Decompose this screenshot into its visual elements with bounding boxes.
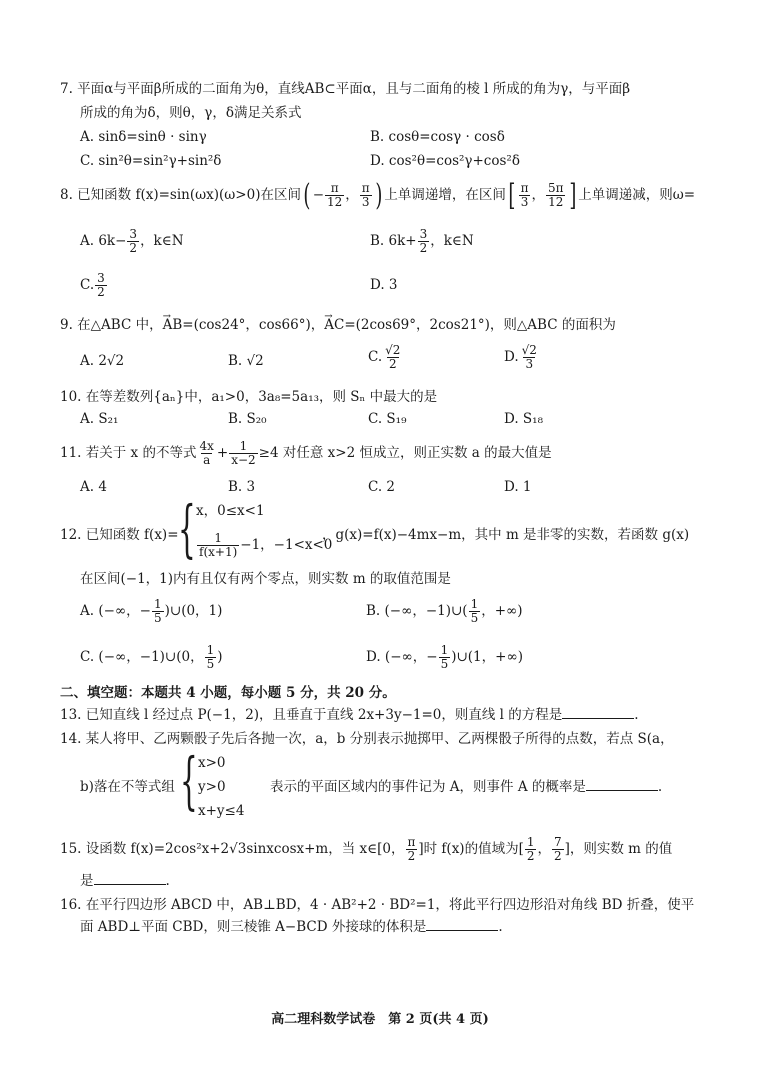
q12-option-b	[366, 596, 523, 626]
q10-stem: 10. 在等差数列{aₙ}中，a₁>0，3a₈=5a₁₃，则 Sₙ 中最大的是	[60, 389, 438, 405]
q8-stem-post: 上单调递减，则ω=	[578, 187, 696, 203]
q12-c-post: )	[217, 649, 223, 665]
q14-line1: 14. 某人将甲、乙两颗骰子先后各抛一次，a，b 分别表示抛掷甲、乙两棵骰子所得的点数，若点 S(a，	[60, 731, 674, 747]
q12-case2-den: f(x+1)	[199, 545, 238, 559]
q12-d-den: 5	[440, 657, 449, 671]
q8-a-frac	[127, 228, 139, 255]
q12-b-num: 1	[470, 597, 479, 611]
q8-option-c	[80, 270, 108, 300]
q9-mid2: =(2cos69°，2cos21°)，则△ABC 的面积为	[344, 317, 616, 333]
q9-stem	[60, 316, 616, 334]
q14-cond3: x+y≤4	[198, 803, 245, 819]
q10-option-c: C. S₁₉	[368, 411, 407, 427]
q15-x-frac	[405, 836, 417, 863]
q16-line2: 面 ABD⊥平面 CBD，则三棱锥 A−BCD 外接球的体积是 .	[80, 919, 503, 935]
q8-i2-a-den: 3	[520, 195, 529, 209]
q7-line2: 所成的角为δ，则θ，γ，δ满足关系式	[80, 105, 302, 121]
q14-answer-blank[interactable]	[586, 778, 658, 791]
q8-b-num: 3	[419, 227, 428, 241]
q8-b-frac	[418, 228, 430, 255]
q12-d-frac	[439, 644, 451, 671]
q12-b-den: 5	[470, 611, 479, 625]
q12-c-num: 1	[206, 643, 215, 657]
q13-text: 13. 已知直线 l 经过点 P(−1，2)，且垂直于直线 2x+3y−1=0，则直线 l 的方程是	[60, 707, 563, 723]
q11-option-b: B. 3	[228, 479, 256, 495]
q14-brace: {	[180, 744, 198, 817]
q12-c-pre: C. (−∞，−1)∪(0，	[80, 649, 204, 665]
q7-option-b: B. cosθ=cosγ · cosδ	[370, 129, 505, 145]
q9-c-den: 2	[388, 357, 397, 371]
q12-option-d	[366, 642, 523, 672]
q7-line1: 7. 平面α与平面β所成的二面角为θ，直线AB⊂平面α，且与二面角的棱 l 所成的角为γ，与平面β	[60, 81, 631, 97]
q12-a-post: )∪(0，1)	[164, 603, 223, 619]
q12-pre: 12. 已知函数 f(x)=	[60, 527, 179, 543]
q8-i2-b	[546, 182, 566, 209]
q15-v1-frac	[525, 836, 537, 863]
q13-answer-blank[interactable]	[562, 706, 634, 719]
q12-c-frac	[205, 644, 217, 671]
q11-frac2-num: 1	[239, 439, 248, 453]
q7-option-d: D. cos²θ=cos²γ+cos²δ	[370, 153, 520, 169]
q8-option-a	[80, 226, 184, 256]
q12-d-pre: D. (−∞，−	[366, 649, 438, 665]
q8-i2-a-num: π	[520, 181, 529, 195]
q8-bracket-open: [	[508, 177, 516, 213]
q9-d-den: 3	[525, 357, 534, 371]
q8-c-pre: C.	[80, 277, 95, 293]
q12-case2	[196, 530, 332, 560]
q12-c-den: 5	[206, 657, 215, 671]
q9-c-frac	[383, 344, 402, 371]
q8-i1-a-num: π	[330, 181, 339, 195]
q8-i1-b-den: 3	[361, 195, 370, 209]
q8-a-pre: A. 6k−	[80, 233, 127, 249]
q11-plus: +	[216, 445, 229, 461]
q9-option-c	[368, 342, 403, 372]
q9-c-pre: C.	[368, 349, 383, 365]
q12-option-a	[80, 596, 222, 626]
q9-d-pre: D.	[504, 349, 519, 365]
q11-option-a: A. 4	[80, 479, 107, 495]
q9-vector-ab: → AB	[163, 317, 183, 333]
q8-option-d: D. 3	[370, 277, 398, 293]
q14-pre: b)落在不等式组	[80, 779, 175, 795]
q9-vector-ac: → AC	[324, 317, 344, 333]
q15-x-den: 2	[407, 849, 416, 863]
q15-post: ]，则实数 m 的值	[564, 841, 673, 857]
q12-a-den: 5	[153, 611, 162, 625]
q11-option-d: D. 1	[504, 479, 532, 495]
q10-option-b: B. S₂₀	[228, 411, 267, 427]
q12-b-frac	[469, 598, 481, 625]
q12-case1: x，0≤x<1	[196, 503, 265, 519]
q15-mid: ]时 f(x)的值域为[	[418, 841, 524, 857]
q14-post-text: 表示的平面区域内的事件记为 A，则事件 A 的概率是	[270, 779, 586, 795]
q15-v2-frac	[552, 836, 564, 863]
q10-option-a: A. S₂₁	[80, 411, 119, 427]
q16-line1: 16. 在平行四边形 ABCD 中，AB⊥BD，4 · AB²+2 · BD²=1，将此平行四边形沿对角线 BD 折叠，使平	[60, 897, 695, 913]
q8-b-den: 2	[419, 241, 428, 255]
q12-d-num: 1	[440, 643, 449, 657]
section-2-heading: 二、填空题：本题共 4 小题，每小题 5 分，共 20 分。	[60, 685, 396, 701]
q15-v1-num: 1	[526, 835, 535, 849]
q8-i1-a	[325, 182, 344, 209]
q8-c-num: 3	[97, 271, 105, 285]
q8-i1-b-num: π	[361, 181, 370, 195]
q15-v2-den: 2	[553, 849, 562, 863]
q16-answer-blank[interactable]	[426, 918, 498, 931]
q15-line2: 是 .	[80, 873, 170, 889]
q8-i1-a-den: 12	[327, 195, 343, 209]
q12-a-num: 1	[153, 597, 162, 611]
q14-cond1: x>0	[198, 755, 226, 771]
q11-option-c: C. 2	[368, 479, 396, 495]
q9-option-a: A. 2√2	[80, 353, 125, 369]
q8-c-frac	[95, 272, 107, 299]
q15-v2-num: 7	[553, 835, 562, 849]
q15-x-num: π	[407, 835, 416, 849]
q11-frac1-num: 4x	[199, 439, 214, 453]
q12-case2-frac	[197, 532, 239, 559]
q15-answer-blank[interactable]	[94, 872, 166, 885]
q12-b-pre: B. (−∞，−1)∪(	[366, 603, 468, 619]
q12-a-frac	[152, 598, 164, 625]
q15-v1-den: 2	[526, 849, 535, 863]
q14-post: 表示的平面区域内的事件记为 A，则事件 A 的概率是 .	[270, 779, 663, 795]
q11-pre: 11. 若关于 x 的不等式	[60, 445, 197, 461]
q8-i2-b-num: 5π	[548, 181, 564, 195]
q8-c-den: 2	[97, 285, 105, 299]
q12-line2: 在区间(−1，1)内有且仅有两个零点，则实数 m 的取值范围是	[80, 571, 451, 587]
q7-option-a: A. sinδ=sinθ · sinγ	[80, 129, 207, 145]
q9-mid1: =(cos24°，cos66°)，	[182, 317, 325, 333]
q11-post: ≥4 对任意 x>2 恒成立，则正实数 a 的最大值是	[258, 445, 552, 461]
q9-c-num: √2	[385, 343, 401, 357]
q10-option-d: D. S₁₈	[504, 411, 543, 427]
q8-i1-b	[360, 182, 372, 209]
q15-comma: ，	[537, 841, 551, 857]
q9-option-d	[504, 342, 540, 372]
q12-option-c	[80, 642, 223, 672]
q12-brace: {	[178, 492, 196, 565]
q8-a-den: 2	[129, 241, 138, 255]
q8-bracket-close: ]	[568, 177, 576, 213]
q12-b-post: ，+∞)	[481, 603, 523, 619]
q15-line2-text: 是	[80, 873, 94, 889]
q8-stem: 8. 已知函数 f(x)=sin(ωx)(ω>0)在区间( − $\frac{\pi}{12}$ ， $\frac{\pi}{3}$ ) 上单调递增，在区间[ $\frac{\pi}{3}$ ， $\frac{5\pi}{12}$ ] 上单调递减，则ω=	[60, 177, 696, 213]
q9-option-b: B. √2	[228, 353, 264, 369]
q9-d-frac	[520, 344, 539, 371]
q9-pre: 9. 在△ABC 中，	[60, 317, 163, 333]
q8-paren-close: )	[375, 177, 383, 213]
q11-frac2-den: x−2	[231, 453, 256, 467]
q11-frac1	[197, 440, 215, 467]
q14-cond2: y>0	[198, 779, 226, 795]
page-footer: 高二理科数学试卷 第 2 页(共 4 页)	[271, 1012, 489, 1027]
q12-case2-num: 1	[214, 531, 222, 545]
q9-d-num: √2	[521, 343, 537, 357]
q12-case2-post: −1，−1<x<0	[240, 537, 333, 553]
q13-stem: 13. 已知直线 l 经过点 P(−1，2)，且垂直于直线 2x+3y−1=0，则直线 l 的方程是 .	[60, 707, 639, 723]
q8-option-b	[370, 226, 474, 256]
q11-frac2	[229, 440, 257, 467]
q7-option-c: C. sin²θ=sin²γ+sin²δ	[80, 153, 222, 169]
q8-stem-pre: 8. 已知函数 f(x)=sin(ωx)(ω>0)在区间	[60, 187, 301, 203]
q11-stem	[60, 438, 552, 468]
q11-frac1-den: a	[203, 453, 211, 467]
q8-a-post: ，k∈N	[140, 233, 184, 249]
q8-stem-mid: 上单调递增，在区间	[384, 187, 506, 203]
q12-d-post: )∪(1，+∞)	[451, 649, 523, 665]
q16-line2-text: 面 ABD⊥平面 CBD，则三棱锥 A−BCD 外接球的体积是	[80, 919, 427, 935]
q8-i2-b-den: 12	[548, 195, 564, 209]
q8-paren-open: (	[303, 177, 311, 213]
q8-i2-a	[519, 182, 531, 209]
q15-stem	[60, 834, 672, 864]
q12-post: ，g(x)=f(x)−4mx−m，其中 m 是非零的实数，若函数 g(x)	[322, 527, 690, 543]
q8-b-post: ，k∈N	[430, 233, 474, 249]
q8-b-pre: B. 6k+	[370, 233, 417, 249]
q15-pre: 15. 设函数 f(x)=2cos²x+2√3sinxcosx+m，当 x∈[0，	[60, 841, 405, 857]
q8-a-num: 3	[129, 227, 138, 241]
q12-a-pre: A. (−∞，−	[80, 603, 151, 619]
